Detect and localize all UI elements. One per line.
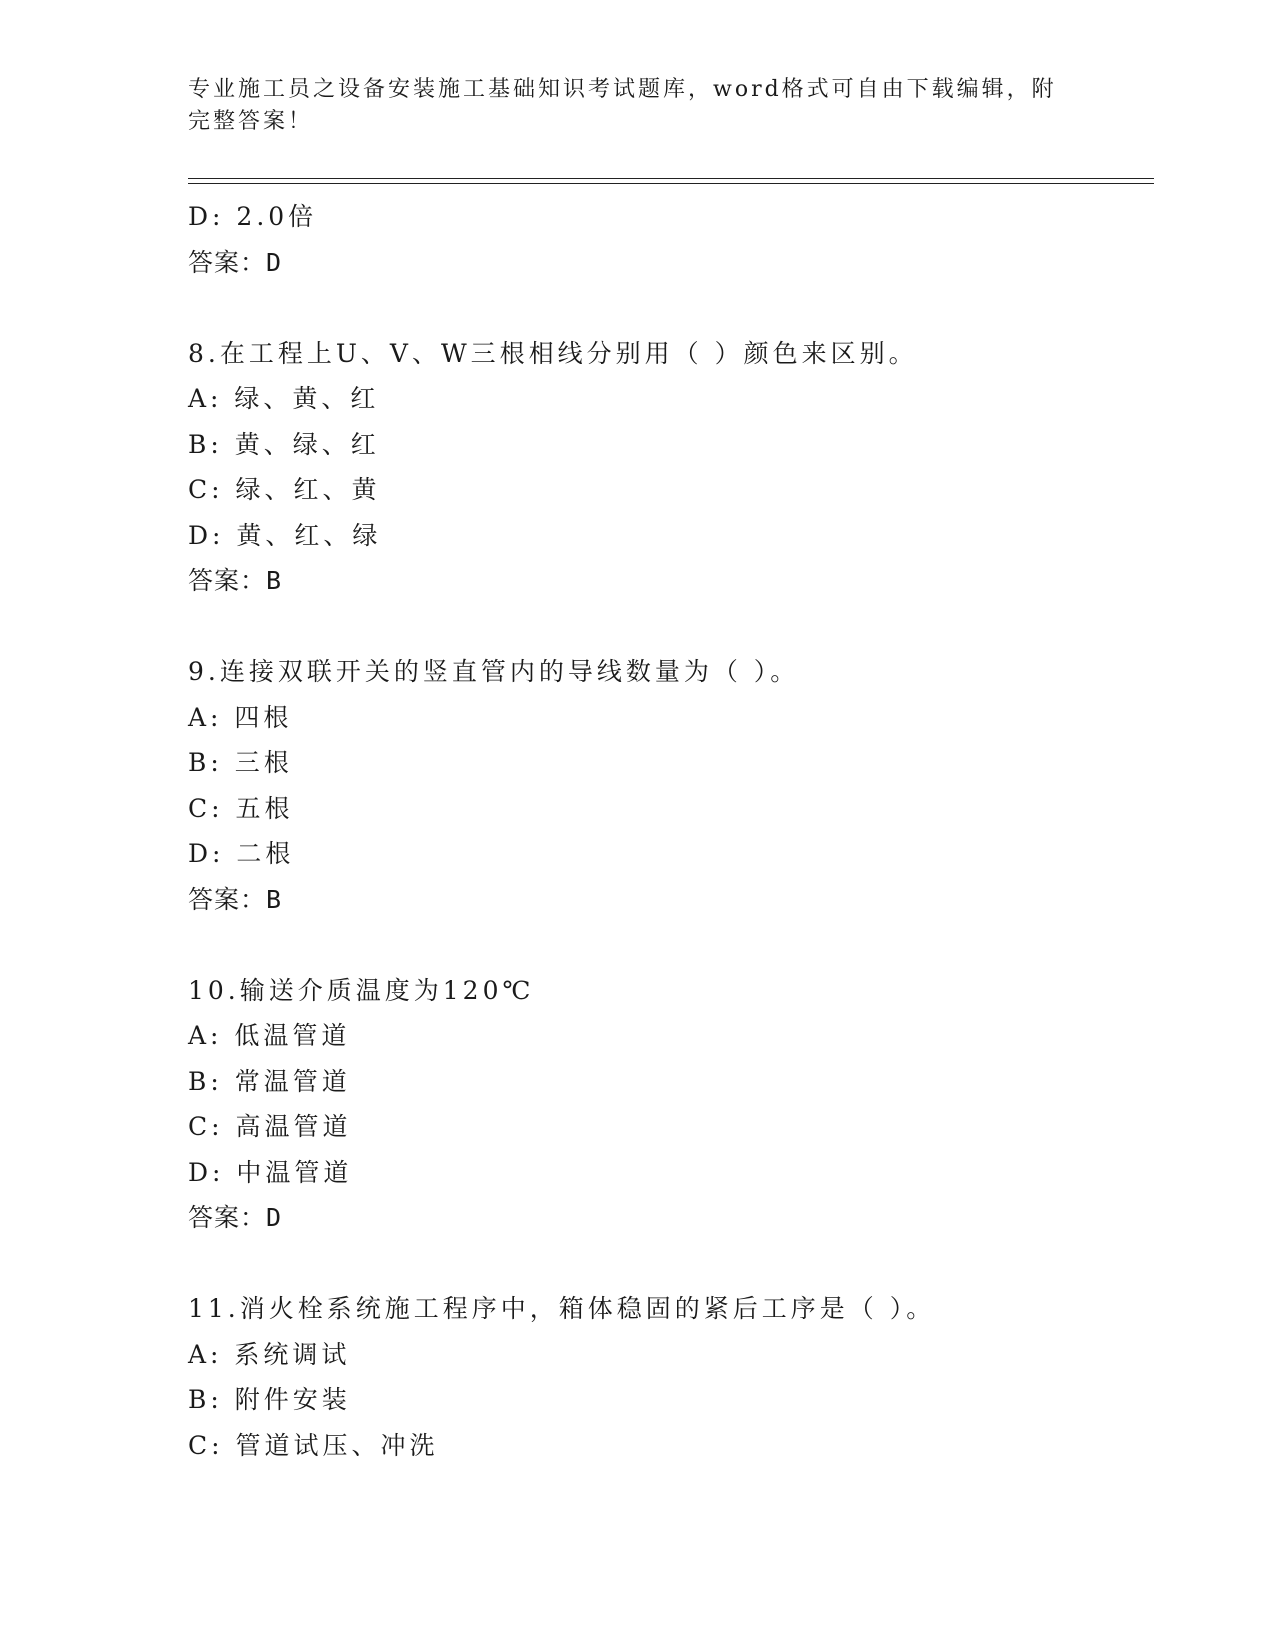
- question-8: [188, 331, 1148, 604]
- document-title: 专业施工员之设备安装施工基础知识考试题库，word格式可自由下载编辑，附完整答案！: [188, 77, 1057, 134]
- question-stem: 10.输送介质温度为120℃: [188, 975, 535, 1005]
- question-list: [188, 194, 1148, 1468]
- answer: 答案：D: [188, 1203, 283, 1232]
- option-d: D: 中温管道: [188, 1157, 353, 1187]
- option-c: C: 高温管道: [188, 1112, 352, 1141]
- question-stem: 8.在工程上U、V、W三根相线分别用（ ）颜色来区别。: [188, 338, 918, 368]
- option-a: A: 低温管道: [188, 1021, 351, 1050]
- option-c: C: 五根: [188, 793, 294, 823]
- option-b: B: 常温管道: [188, 1066, 351, 1096]
- option-d: D: 黄、红、绿: [188, 520, 382, 550]
- option-b: B: 三根: [188, 748, 293, 777]
- question-11: [188, 1286, 1148, 1468]
- option-d: D: 二根: [188, 839, 295, 868]
- question-9: [188, 649, 1148, 922]
- question-stem: 11.消火栓系统施工程序中，箱体稳固的紧后工序是（ ）。: [188, 1294, 936, 1323]
- answer: 答案：D: [188, 247, 283, 277]
- option-a: A: 系统调试: [188, 1339, 351, 1369]
- question-10: [188, 968, 1148, 1241]
- answer: 答案：B: [188, 884, 283, 914]
- header-divider-top: [188, 178, 1154, 179]
- answer: 答案：B: [188, 566, 283, 595]
- option-c: C: 绿、红、黄: [188, 475, 381, 504]
- option-d: D: 2.0倍: [188, 202, 318, 231]
- option-b: B: 附件安装: [188, 1385, 351, 1414]
- header-divider-bottom: [188, 183, 1154, 184]
- option-a: A: 四根: [188, 702, 293, 732]
- option-b: B: 黄、绿、红: [188, 429, 380, 459]
- option-c: C: 管道试压、冲洗: [188, 1430, 439, 1460]
- option-a: A: 绿、黄、红: [188, 384, 380, 413]
- question-stem: 9.连接双联开关的竖直管内的导线数量为（ ）。: [188, 657, 800, 686]
